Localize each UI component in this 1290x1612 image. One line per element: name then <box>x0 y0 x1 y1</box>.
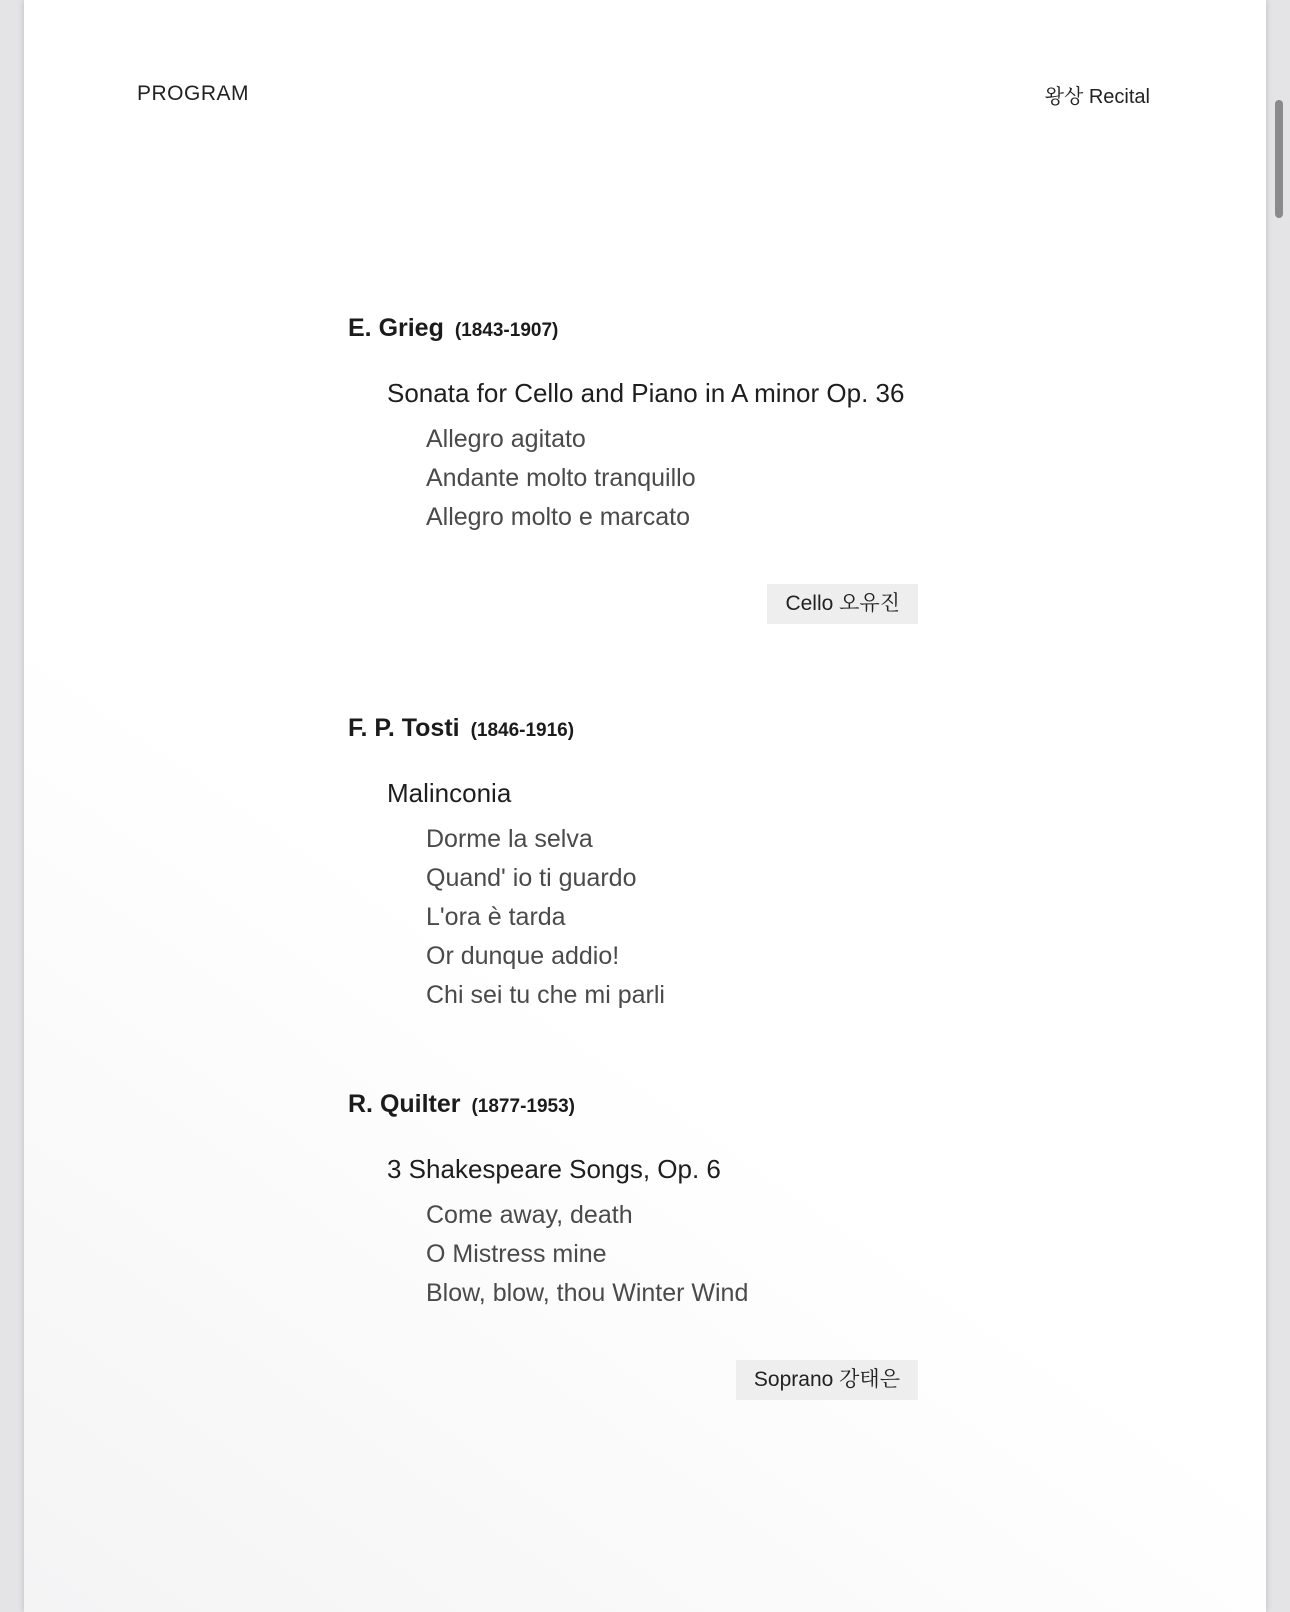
movement-item: Allegro molto e marcato <box>426 503 691 531</box>
movement-list <box>426 820 665 1015</box>
movement-item: Chi sei tu che mi parli <box>426 981 665 1009</box>
movement-item: O Mistress mine <box>426 1240 607 1268</box>
composer-heading <box>348 714 918 743</box>
page-header-right: 왕상 Recital <box>1044 86 1150 108</box>
program-item-grieg <box>348 314 918 615</box>
composer-name: F. P. Tosti <box>348 714 460 742</box>
work-title: 3 Shakespeare Songs, Op. 6 <box>387 1154 721 1184</box>
composer-dates: (1846-1916) <box>470 720 575 741</box>
movement-item: Andante molto tranquillo <box>426 464 696 492</box>
composer-name: R. Quilter <box>348 1090 461 1118</box>
movement-item: L'ora è tarda <box>426 903 566 931</box>
composer-heading <box>348 1090 918 1119</box>
movement-item: Dorme la selva <box>426 825 593 853</box>
performer-label: Cello 오유진 <box>767 584 918 624</box>
page-header-left: PROGRAM <box>137 82 250 105</box>
movement-list <box>426 1196 748 1313</box>
movement-item: Quand' io ti guardo <box>426 864 637 892</box>
movement-list <box>426 420 696 537</box>
scrollbar-thumb[interactable] <box>1275 100 1283 218</box>
program-item-quilter <box>348 1090 918 1391</box>
composer-heading <box>348 314 918 343</box>
composer-name: E. Grieg <box>348 314 444 342</box>
movement-item: Allegro agitato <box>426 425 586 453</box>
scrollbar[interactable] <box>1268 0 1290 1612</box>
movement-item: Blow, blow, thou Winter Wind <box>426 1279 749 1307</box>
work-title: Sonata for Cello and Piano in A minor Op. 36 <box>387 378 905 408</box>
composer-dates: (1877-1953) <box>471 1096 575 1117</box>
performer-label: Soprano 강태은 <box>736 1360 918 1400</box>
program-page <box>24 0 1266 1612</box>
work-title: Malinconia <box>387 778 512 808</box>
composer-dates: (1843-1907) <box>454 320 559 341</box>
program-item-tosti <box>348 714 918 1009</box>
movement-item: Come away, death <box>426 1201 633 1229</box>
movement-item: Or dunque addio! <box>426 942 620 970</box>
